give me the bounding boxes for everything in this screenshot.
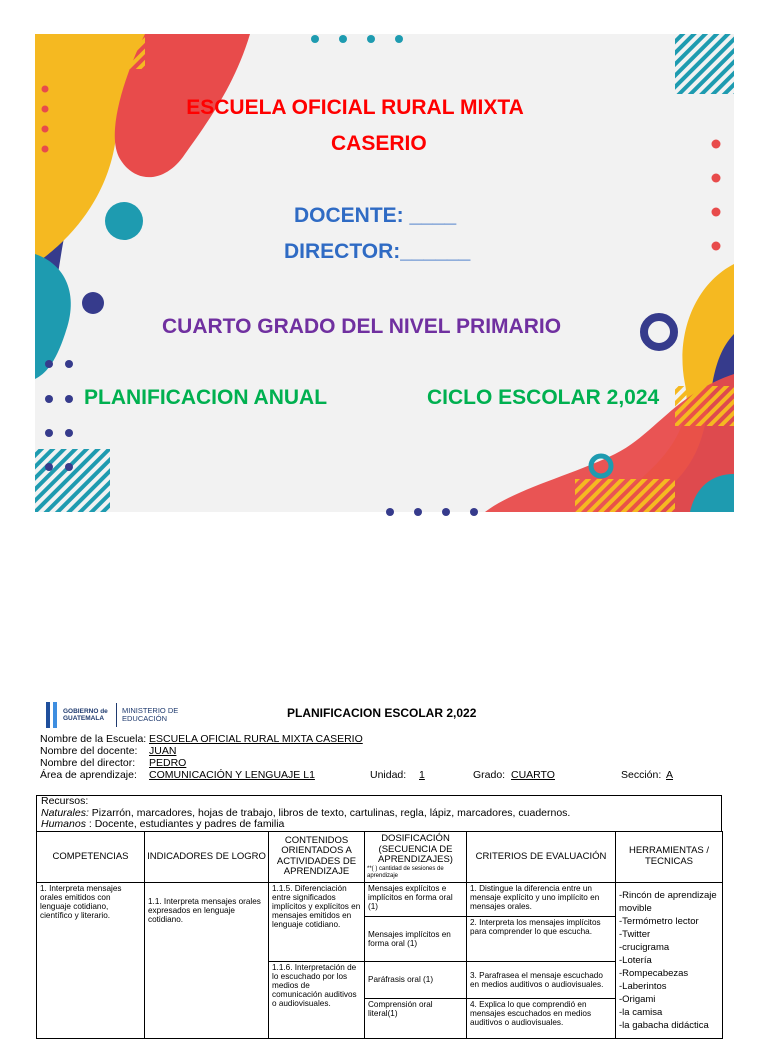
school-name-label: Nombre de la Escuela: xyxy=(40,733,147,745)
tool-item: -Origami xyxy=(619,993,656,1005)
planning-table xyxy=(36,831,723,1039)
cell-criterio-3: 3. Parafrasea el mensaje escuchado en medios auditivos o audiovisuales. xyxy=(467,961,616,998)
cover-school-line1: ESCUELA OFICIAL RURAL MIXTA xyxy=(186,96,524,119)
cover-page xyxy=(35,34,734,512)
header-criterios: CRITERIOS DE EVALUACIÓN xyxy=(467,832,616,883)
ring-navy xyxy=(644,317,674,347)
tool-item: -Twitter xyxy=(619,928,651,940)
cell-dosif-3: Paráfrasis oral (1) xyxy=(365,961,467,998)
section-label: Sección: xyxy=(621,769,662,781)
header-contenidos: CONTENIDOS ORIENTADOS A ACTIVIDADES DE APRENDIZAJE xyxy=(269,832,365,883)
stripes-mid-right xyxy=(675,386,734,426)
resources-box xyxy=(36,795,722,831)
director-name-label: Nombre del director: xyxy=(40,757,136,769)
cell-dosif-4: Comprensión oral literal(1) xyxy=(365,998,467,1038)
blob-teal-left xyxy=(35,254,71,379)
human-resources-value: : Docente, estudiantes y padres de familia xyxy=(85,818,285,830)
human-resources xyxy=(41,819,717,831)
cell-criterio-2: 2. Interpreta los mensajes implícitos para comprender lo que escucha. xyxy=(467,916,616,961)
table-header-row xyxy=(37,832,723,883)
grade-value: CUARTO xyxy=(511,769,555,781)
stripes-bottom-right xyxy=(575,479,675,512)
stripes-top-left xyxy=(55,34,145,69)
tool-item: -crucigrama xyxy=(619,941,670,953)
cover-director: DIRECTOR:______ xyxy=(284,240,471,263)
table-row xyxy=(37,882,723,916)
director-name-value: PEDRO xyxy=(149,757,187,769)
header-herramientas: HERRAMIENTAS / TECNICAS xyxy=(616,832,723,883)
area-label: Área de aprendizaje: xyxy=(40,769,137,781)
cover-docente: DOCENTE: ____ xyxy=(294,204,457,227)
teacher-name-label: Nombre del docente: xyxy=(40,745,138,757)
tool-item: -Lotería xyxy=(619,954,652,966)
planning-title: PLANIFICACION ESCOLAR 2,022 xyxy=(287,706,477,720)
circle-teal xyxy=(105,202,143,240)
ministry-logo xyxy=(46,700,192,730)
director-name-row xyxy=(40,757,720,769)
school-name-value: ESCUELA OFICIAL RURAL MIXTA CASERIO xyxy=(149,733,363,745)
stripes-top-right xyxy=(675,34,734,94)
header-dosificacion-title: DOSIFICACIÓN (SECUENCIA DE APRENDIZAJES) xyxy=(378,833,453,865)
cell-competencia: 1. Interpreta mensajes orales emitidos con lenguaje cotidiano, científico y literario. xyxy=(37,882,145,1038)
logo-gobierno: GOBIERNO de GUATEMALA xyxy=(63,708,108,722)
logo-flag-icon xyxy=(46,702,57,728)
tool-item: -Rincón de aprendizaje movible xyxy=(619,889,717,914)
cell-herramientas xyxy=(616,882,723,1038)
tool-item: -la gabacha didáctica xyxy=(619,1019,709,1031)
cell-dosif-1: Mensajes explícitos e implícitos en forma oral (1) xyxy=(365,882,467,916)
area-row xyxy=(40,769,720,781)
grade-label: Grado: xyxy=(473,769,506,781)
cover-school-line2: CASERIO xyxy=(331,132,427,155)
unit-label: Unidad: xyxy=(370,769,407,781)
tool-item: -Rompecabezas xyxy=(619,967,689,979)
cell-criterio-1: 1. Distingue la diferencia entre un mensaje explícito y uno implícito en mensajes orales. xyxy=(467,882,616,916)
school-name-row xyxy=(40,733,720,745)
cover-plan-title: PLANIFICACION ANUAL xyxy=(84,386,328,409)
cell-contenido-1: 1.1.5. Diferenciación entre significados implícitos y explícitos en mensajes emitidos en lenguaje cotidiano. xyxy=(269,882,365,961)
tool-item: -Laberintos xyxy=(619,980,667,992)
logo-ministerio: MINISTERIO DE EDUCACIÓN xyxy=(122,706,179,723)
header-indicadores: INDICADORES DE LOGRO xyxy=(145,832,269,883)
tool-item: -la camisa xyxy=(619,1006,663,1018)
section-value: A xyxy=(666,769,674,781)
header-dosificacion xyxy=(365,832,467,883)
cell-dosif-2: Mensajes implícitos en forma oral (1) xyxy=(365,916,467,961)
unit-value: 1 xyxy=(419,769,425,781)
teacher-name-value: JUAN xyxy=(149,745,177,757)
cell-contenido-2: 1.1.6. Interpretación de lo escuchado por los medios de comunicación auditivos o audiovisuales. xyxy=(269,961,365,1038)
header-dosificacion-note: **( ) cantidad de sesiones de aprendizaje xyxy=(367,865,444,879)
resources-label: Recursos: xyxy=(41,795,89,807)
natural-resources-value: Pizarrón, marcadores, hojas de trabajo, libros de texto, cartulinas, regla, lápiz, marcadores, cuadernos. xyxy=(88,806,571,819)
circle-navy-small xyxy=(82,292,104,314)
teacher-name-row xyxy=(40,745,720,757)
tool-item: -Termómetro lector xyxy=(619,915,699,927)
natural-resources-label: Naturales: xyxy=(41,806,89,819)
area-value: COMUNICACIÓN Y LENGUAJE L1 xyxy=(149,769,315,781)
cell-indicador: 1.1. Interpreta mensajes orales expresados en lenguaje cotidiano. xyxy=(145,882,269,1038)
cover-school-year: CICLO ESCOLAR 2,024 xyxy=(427,386,660,409)
human-resources-label: Humanos xyxy=(41,818,86,830)
stripes-bottom-left xyxy=(35,449,110,512)
cell-criterio-4: 4. Explica lo que comprendió en mensajes escuchados en medios auditivos o audiovisuales. xyxy=(467,998,616,1038)
cover-grade: CUARTO GRADO DEL NIVEL PRIMARIO xyxy=(162,315,562,338)
header-competencias: COMPETENCIAS xyxy=(37,832,145,883)
logo-divider xyxy=(116,703,117,727)
